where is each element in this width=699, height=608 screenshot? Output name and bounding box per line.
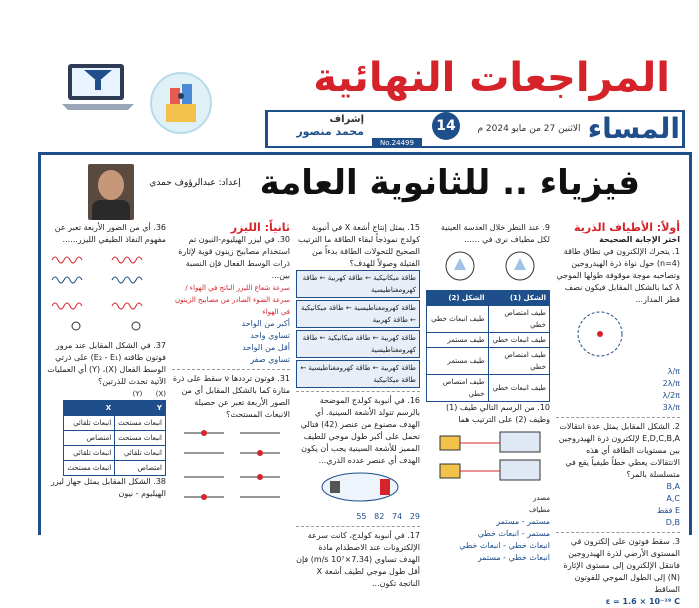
table-cell: طيف انبعاث خطي — [488, 375, 550, 402]
table-row — [64, 416, 166, 431]
q30-option-3: أقل من الواحد — [242, 343, 290, 352]
figure-label-source: مصدر — [533, 494, 550, 502]
question-37: 37. في الشكل المقابل عند مرور فوتون طاقته (E₂ - E₁) على ذرتي الوسط الفعال (X)، (Y) أي العمليات الآتية تحدث للذرتين؟ — [47, 341, 166, 386]
column-coolidge-tube — [296, 222, 420, 588]
column-laser — [172, 222, 290, 527]
question-38: 38. الشكل المقابل يمثل جهاز ليزر الهيليوم - نيون — [50, 477, 166, 498]
column-laser-2 — [44, 222, 166, 527]
q10-option-2: مستمر - انبعاث خطي — [477, 529, 550, 538]
column-spectrometer — [426, 222, 550, 562]
issue-badge: 14 — [432, 112, 460, 140]
question-31: 31. فوتون ترددها ν سقط على ذرة مثارة كما بالشكل المقابل أي من الصور الأربعة تعبر عن حصيلة الانبعاث المستحث؟ — [172, 374, 290, 419]
table-row — [427, 348, 550, 375]
q16-option-3: 82 — [374, 512, 385, 521]
q15-option-1: طاقة ميكانيكية ← طاقة كهربية ← طاقة كهرومغناطيسية — [296, 270, 420, 298]
q37-labels — [44, 388, 166, 400]
q30-note: سرعة شعاع الليزر الناتج في الهواء / سرعة الضوء الصادر من مصابيح الزينون في الهواء — [175, 284, 290, 316]
table-cell: انبعاث تلقائي — [64, 416, 115, 431]
table-cell: انبعاث مستحث — [115, 416, 166, 431]
table-header: الشكل (1) — [488, 291, 550, 306]
table-cell: امتصاص — [64, 431, 115, 446]
table-cell: انبعاث مستحث — [64, 461, 115, 476]
q30-option-1: أكبر من الواحد — [241, 319, 290, 328]
question-36: 36. أي من الصور الأربعة تعبر عن مفهوم النفاذ الطيفي الليزر...... — [54, 223, 166, 244]
section-title: أولاً: الأطياف الذرية — [574, 221, 680, 234]
question-15: 15. يمثل إنتاج أشعة X في أنبوبة كولدج نموذجاً لبقاء الطاقة ما الترتيب الصحيح للتحولات الطاقة بدءاً من الفتيلة وصولاً للهدف؟ — [298, 223, 420, 268]
wave-figures — [46, 246, 166, 336]
table-row — [427, 375, 550, 402]
author-credit: إعداد: عبدالرؤوف حمدي — [149, 178, 241, 188]
table-header: الشكل (2) — [427, 291, 489, 306]
table-cell: انبعاث مستحث — [115, 431, 166, 446]
table-row — [64, 461, 166, 476]
table-cell: امتصاص — [115, 461, 166, 476]
q30-option-4: تساوي صفر — [250, 355, 290, 364]
table-row — [64, 446, 166, 461]
supervision-block — [274, 114, 364, 150]
table-header: X — [64, 401, 115, 416]
q10-option-1: مستمر - مستمر — [496, 517, 550, 526]
section-title-laser: ثانياً: الليزر — [230, 221, 290, 234]
table-cell: طيف انبعاث خطي — [427, 306, 489, 333]
q16-options — [296, 511, 420, 523]
q30-option-2: تساوي واحد — [250, 331, 290, 340]
atom-x-label: (X) — [155, 390, 166, 398]
q1-option-1: λ/π — [667, 367, 680, 376]
question-17: 17. في أنبوبة كولدج، كانت سرعة الإلكترونات عند الاصطدام مادة الهدف تساوي (7.34×10⁷ m/s) فإن أقل طول موجي لطيف أشعة X الناتجة تكون... — [296, 531, 420, 588]
question-30: 30. في ليزر الهيليوم-النيون تم استخدام مصابيح زينون قوية لإثارة ذرات الوسط الفعال فإن النسبة بين... — [178, 235, 290, 280]
spectrum-source-figure — [430, 426, 550, 488]
column-atomic-spectra — [556, 221, 680, 606]
issue-number: No.24499 — [372, 138, 422, 148]
education-illustration — [150, 72, 212, 134]
author-shirt — [92, 200, 130, 220]
q16-option-1: 29 — [409, 512, 420, 521]
figure-label-spectrometer: مطياف — [529, 506, 550, 514]
laptop-icon — [62, 60, 134, 116]
q16-option-4: 55 — [356, 512, 367, 521]
question-1: 1. يتحرك الإلكترون في نطاق طاقة (n=4) حول نواة ذرة الهيدروجين وتصاحبه موجة موقوفة طولها الموجي λ كما بالشكل المقابل فيكون نصف قطر المدار... — [556, 247, 680, 304]
q1-option-3: λ/2π — [662, 391, 680, 400]
table-cell: طيف مستمر — [427, 348, 489, 375]
q16-option-2: 74 — [391, 512, 403, 521]
q10-option-3: انبعاث خطي - انبعاث خطي — [459, 541, 550, 550]
article-subject: فيزياء .. للثانوية العامة — [259, 163, 640, 203]
q2-option-4: D,B — [665, 518, 680, 527]
question-2: 2. الشكل المقابل يمثل عدة انتقالات E,D,C,B,A لإلكترون ذرة الهيدروجين بين مستويات الطاقة أي هذه الانتقالات يعطي خطاً طيفياً يقع في متسلسلة بالمر؟ — [558, 422, 680, 479]
newspaper-logo: المساء — [587, 112, 680, 145]
supervision-label: إشراف — [329, 114, 364, 125]
issue-date: الاثنين 27 من مايو 2024 م — [477, 124, 581, 134]
table-cell: طيف امتصاص خطي — [488, 306, 550, 333]
q15-option-3: طاقة كهربية ← طاقة ميكانيكية ← طاقة كهرومغناطيسية — [296, 330, 420, 358]
question-3: 3. سقط فوتون على إلكترون في المستوى الأرضي لذرة الهيدروجين فانتقل الإلكترون إلى مستوى الإثارة (N) إلى الطول الموجي للفوتون الساقط — [563, 537, 680, 594]
q15-option-2: طاقة كهرومغناطيسية ← طاقة ميكانيكية ← طاقة كهربية — [296, 300, 420, 328]
page-title: المراجعات النهائية — [313, 55, 670, 101]
table-cell: انبعاث تلقائي — [115, 446, 166, 461]
q2-option-2: A,C — [666, 494, 680, 503]
table-row — [427, 306, 550, 333]
atom-y-label: (Y) — [132, 390, 143, 398]
author-face — [98, 170, 124, 200]
table-cell: طيف مستمر — [427, 333, 489, 348]
question-16: 16. في أنبوبة كولدج الموضحة بالرسم تتولد الأشعة السينية. أي الهدف مصنوع من عنصر (42) فتالي تحمل على أكبر طول موجي للطيف المميز للأشعة السينية يجب أن يكون الهدف أي عنصر عدده الذري... — [300, 396, 420, 465]
q1-option-4: 3λ/π — [662, 403, 680, 412]
q2-option-1: B,A — [666, 482, 680, 491]
spectrometer-figure — [430, 246, 550, 286]
question-9: 9. عند النظر خلال العدسة العينية لكل مطياف نرى في ...... — [440, 223, 550, 244]
table-header: Y — [115, 401, 166, 416]
table-row — [427, 333, 550, 348]
q10-option-4: انبعاث خطي - مستمر — [477, 553, 550, 562]
table-cell: طيف امتصاص خطي — [488, 348, 550, 375]
table-cell: طيف امتصاص خطي — [427, 375, 489, 402]
section-subtitle: اختر الإجابة الصحيحة — [599, 235, 680, 244]
question-10: 10. من الرسم التالي طيف (1) وطيف (2) على الترتيب هما — [446, 403, 550, 424]
table-cell: انبعاث تلقائي — [64, 446, 115, 461]
q3-given: ε = 1.6 × 10⁻¹⁹ C — [605, 597, 680, 606]
standing-wave-figure — [560, 306, 680, 362]
q2-option-3: E فقط — [656, 506, 680, 515]
table-cell: طيف انبعاث خطي — [488, 333, 550, 348]
q1-option-2: 2λ/π — [662, 379, 680, 388]
supervisor-name: محمد منصور — [296, 125, 364, 138]
table-row — [64, 431, 166, 446]
q15-option-4: طاقة كهربية ← طاقة كهرومغناطيسية ← طاقة ميكانيكية — [296, 360, 420, 388]
spectrum-table — [426, 290, 550, 402]
emission-figure — [174, 421, 290, 511]
process-table — [63, 400, 166, 476]
coolidge-tube-figure — [300, 467, 420, 507]
